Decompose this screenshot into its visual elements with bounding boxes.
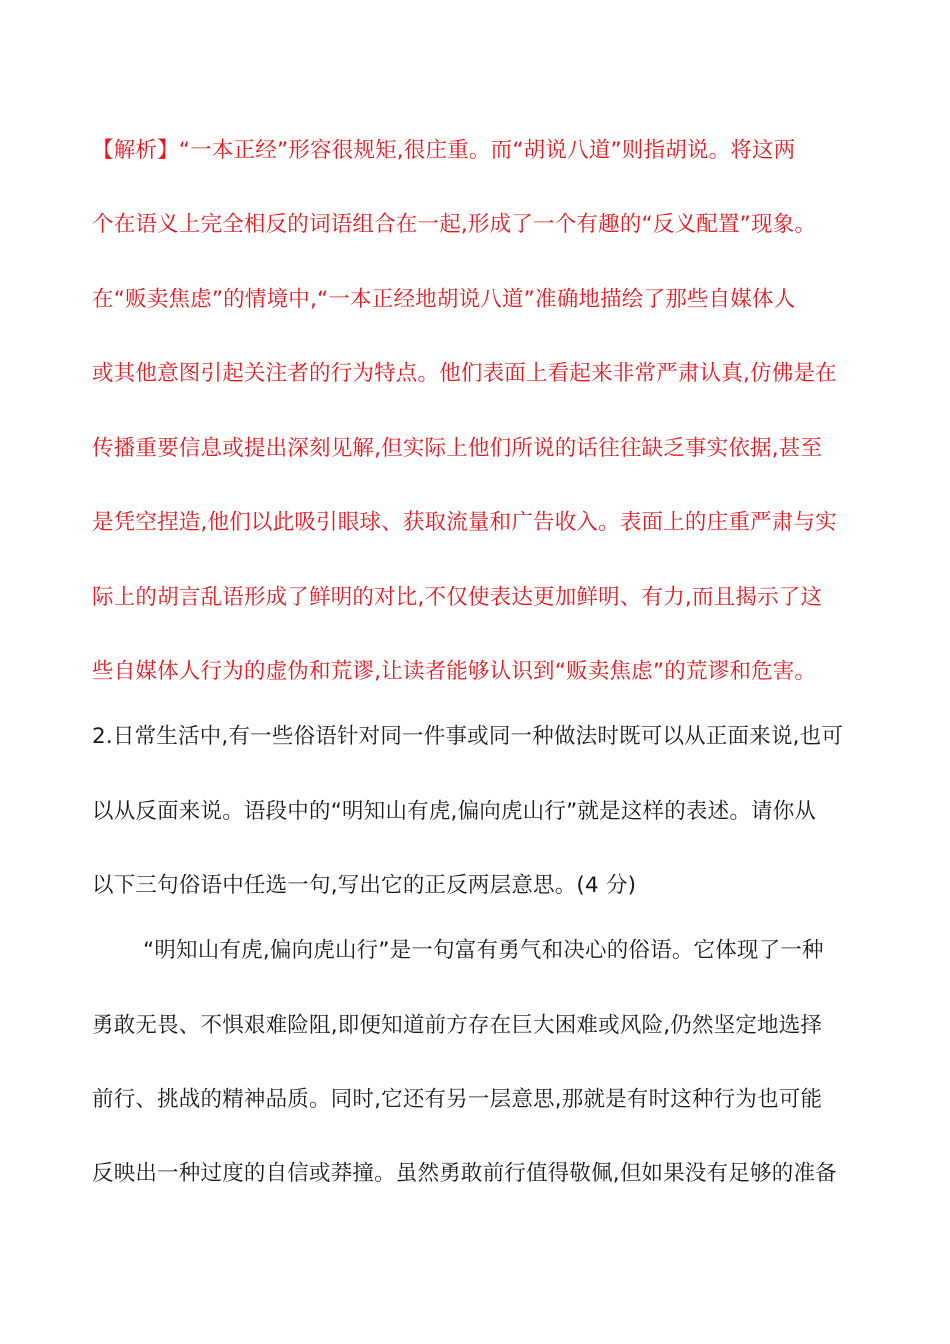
question-line: 2.日常生活中,有一些俗语针对同一件事或同一种做法时既可以从正面来说,也可 (92, 724, 844, 749)
answer-line: 前行、挑战的精神品质。同时,它还有另一层意思,那就是有时这种行为也可能 (92, 1087, 823, 1112)
analysis-line: 个在语义上完全相反的词语组合在一起,形成了一个有趣的“反义配置”现象。 (92, 212, 817, 237)
analysis-line: 传播重要信息或提出深刻见解,但实际上他们所说的话往往缺乏事实依据,甚至 (92, 436, 823, 461)
analysis-line: 际上的胡言乱语形成了鲜明的对比,不仅使表达更加鲜明、有力,而且揭示了这 (92, 585, 823, 610)
analysis-line: 是凭空捏造,他们以此吸引眼球、获取流量和广告收入。表面上的庄重严肃与实 (92, 510, 837, 535)
analysis-line: 或其他意图引起关注者的行为特点。他们表面上看起来非常严肃认真,仿佛是在 (92, 361, 837, 386)
analysis-line: 【解析】“一本正经”形容很规矩,很庄重。而“胡说八道”则指胡说。将这两 (92, 138, 796, 163)
answer-line: 勇敢无畏、不惧艰难险阻,即便知道前方存在巨大困难或风险,仍然坚定地选择 (92, 1013, 823, 1038)
answer-line: 反映出一种过度的自信或莽撞。虽然勇敢前行值得敬佩,但如果没有足够的准备 (92, 1161, 837, 1186)
question-line: 以从反面来说。语段中的“明知山有虎,偏向虎山行”就是这样的表述。请你从 (92, 799, 817, 824)
question-line: 以下三句俗语中任选一句,写出它的正反两层意思。(4 分) (92, 873, 637, 898)
answer-line: “明知山有虎,偏向虎山行”是一句富有勇气和决心的俗语。它体现了一种 (143, 938, 824, 963)
analysis-line: 些自媒体人行为的虚伪和荒谬,让读者能够认识到“贩卖焦虑”的荒谬和危害。 (92, 659, 817, 684)
analysis-line: 在“贩卖焦虑”的情境中,“一本正经地胡说八道”准确地描绘了那些自媒体人 (92, 287, 796, 312)
